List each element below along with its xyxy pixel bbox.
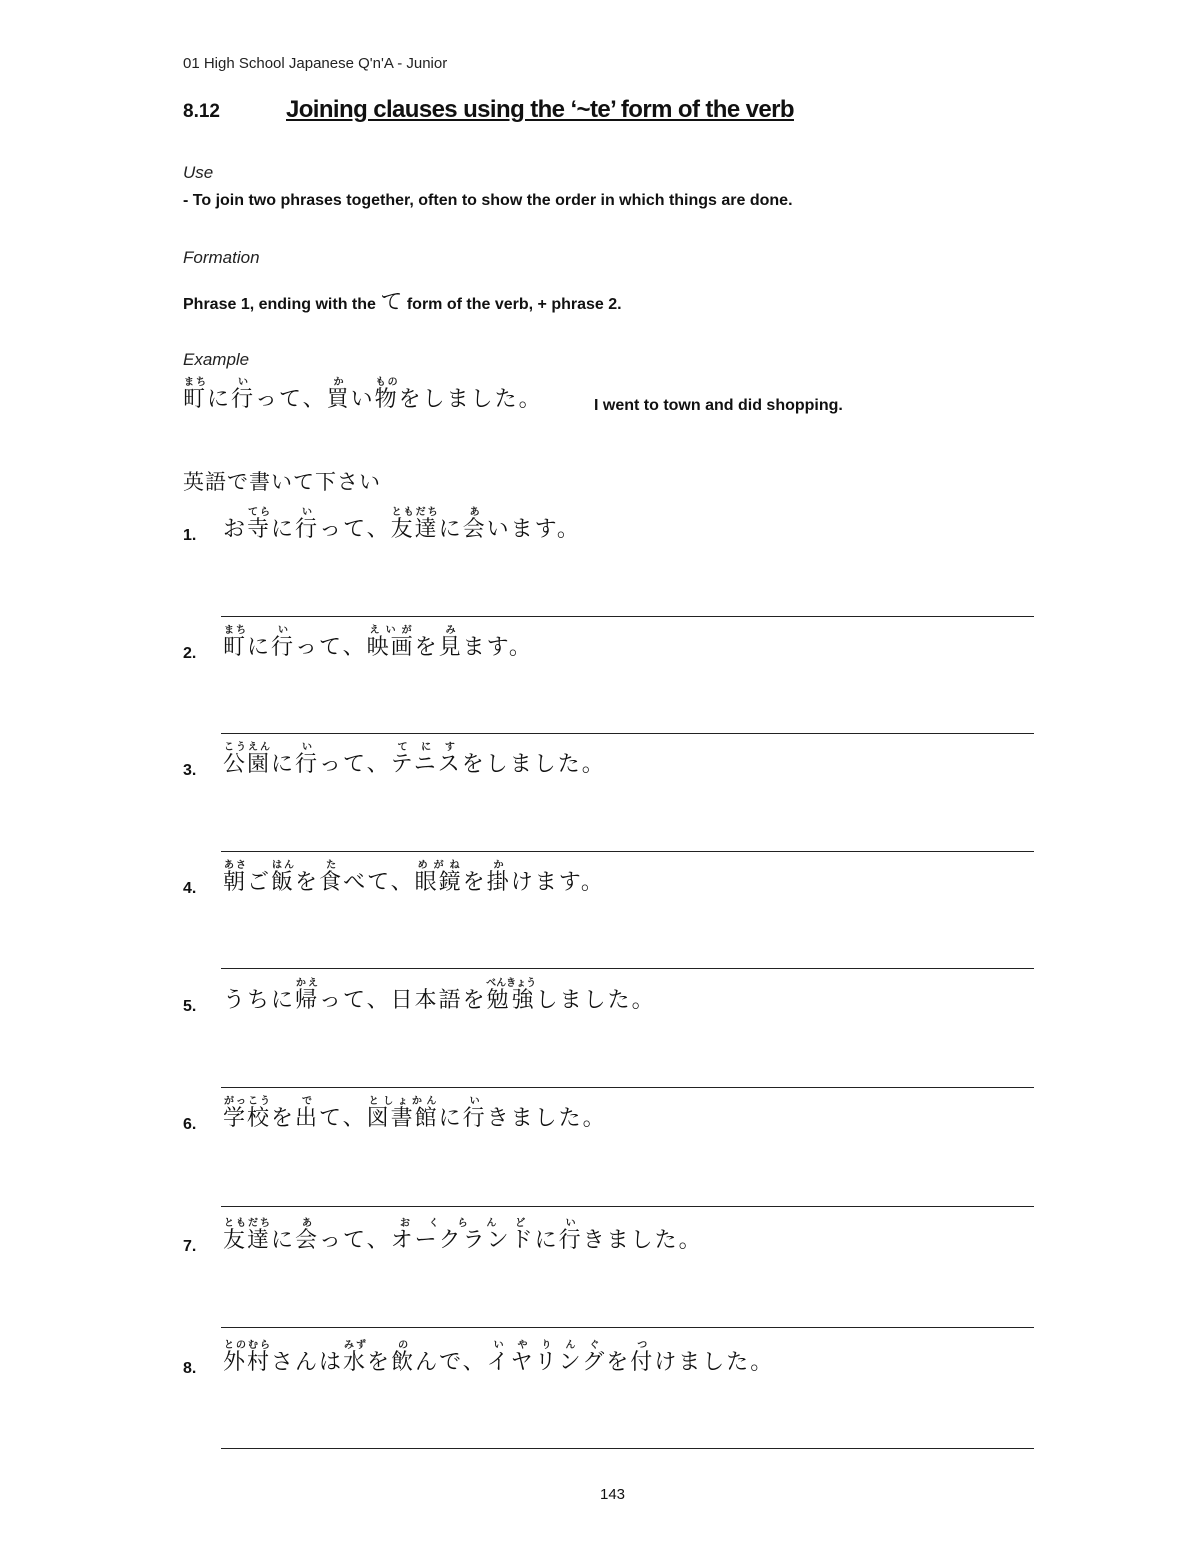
answer-line[interactable]: [221, 1206, 1034, 1207]
answer-line[interactable]: [221, 968, 1034, 969]
answer-line[interactable]: [221, 851, 1034, 852]
exercise-number: 3.: [183, 762, 197, 779]
use-description: - To join two phrases together, often to show the order in which things are done.: [183, 192, 793, 209]
exercise-sentence: 公園こうえんに行いって、テニスてにすをしました。: [223, 742, 606, 777]
formation-description: [183, 285, 622, 316]
formation-text-before: Phrase 1, ending with the: [183, 296, 376, 313]
section-number: 8.12: [183, 101, 220, 122]
exercise-number: 2.: [183, 645, 197, 662]
instruction: 英語で書いて下さい: [183, 470, 381, 494]
use-label: Use: [183, 163, 214, 182]
exercise-sentence: お寺てらに行いって、友達ともだちに会あいます。: [223, 507, 581, 542]
formation-te-char: て: [380, 289, 403, 314]
exercise-sentence: 友達ともだちに会あって、オークランドおくらんどに行いきました。: [223, 1218, 703, 1253]
formation-text-after: form of the verb, + phrase 2.: [406, 296, 622, 313]
example-translation: I went to town and did shopping.: [594, 397, 843, 414]
exercise-number: 8.: [183, 1360, 197, 1377]
exercise-sentence: 町まちに行いって、映画えいがを見みます。: [223, 625, 533, 660]
exercise-sentence: 外村とのむらさんは水みずを飲のんで、イヤリングいやりんぐを付つけました。: [223, 1340, 775, 1375]
answer-line[interactable]: [221, 1448, 1034, 1449]
example-label: Example: [183, 350, 250, 369]
page-header: 01 High School Japanese Q'n'A - Junior: [183, 55, 448, 72]
exercise-sentence: 学校がっこうを出でて、図書館としょかんに行いきました。: [223, 1096, 607, 1131]
answer-line[interactable]: [221, 1087, 1034, 1088]
formation-label: Formation: [183, 248, 260, 267]
exercise-number: 4.: [183, 880, 197, 897]
exercise-sentence: 朝あさご飯はんを食たべて、眼鏡めがねを掛かけます。: [223, 860, 605, 895]
exercise-number: 6.: [183, 1116, 197, 1133]
section-title: Joining clauses using the ‘~te’ form of the verb: [286, 96, 794, 123]
exercise-number: 1.: [183, 527, 197, 544]
exercise-sentence: うちに帰かえって、日本語を勉強べんきょうしました。: [223, 978, 656, 1013]
example-sentence: 町まちに行いって、買かい物ものをしました。: [183, 377, 543, 412]
answer-line[interactable]: [221, 1327, 1034, 1328]
answer-line[interactable]: [221, 733, 1034, 734]
answer-line[interactable]: [221, 616, 1034, 617]
exercise-number: 5.: [183, 998, 197, 1015]
page-number: 143: [599, 1486, 626, 1503]
exercise-number: 7.: [183, 1238, 197, 1255]
